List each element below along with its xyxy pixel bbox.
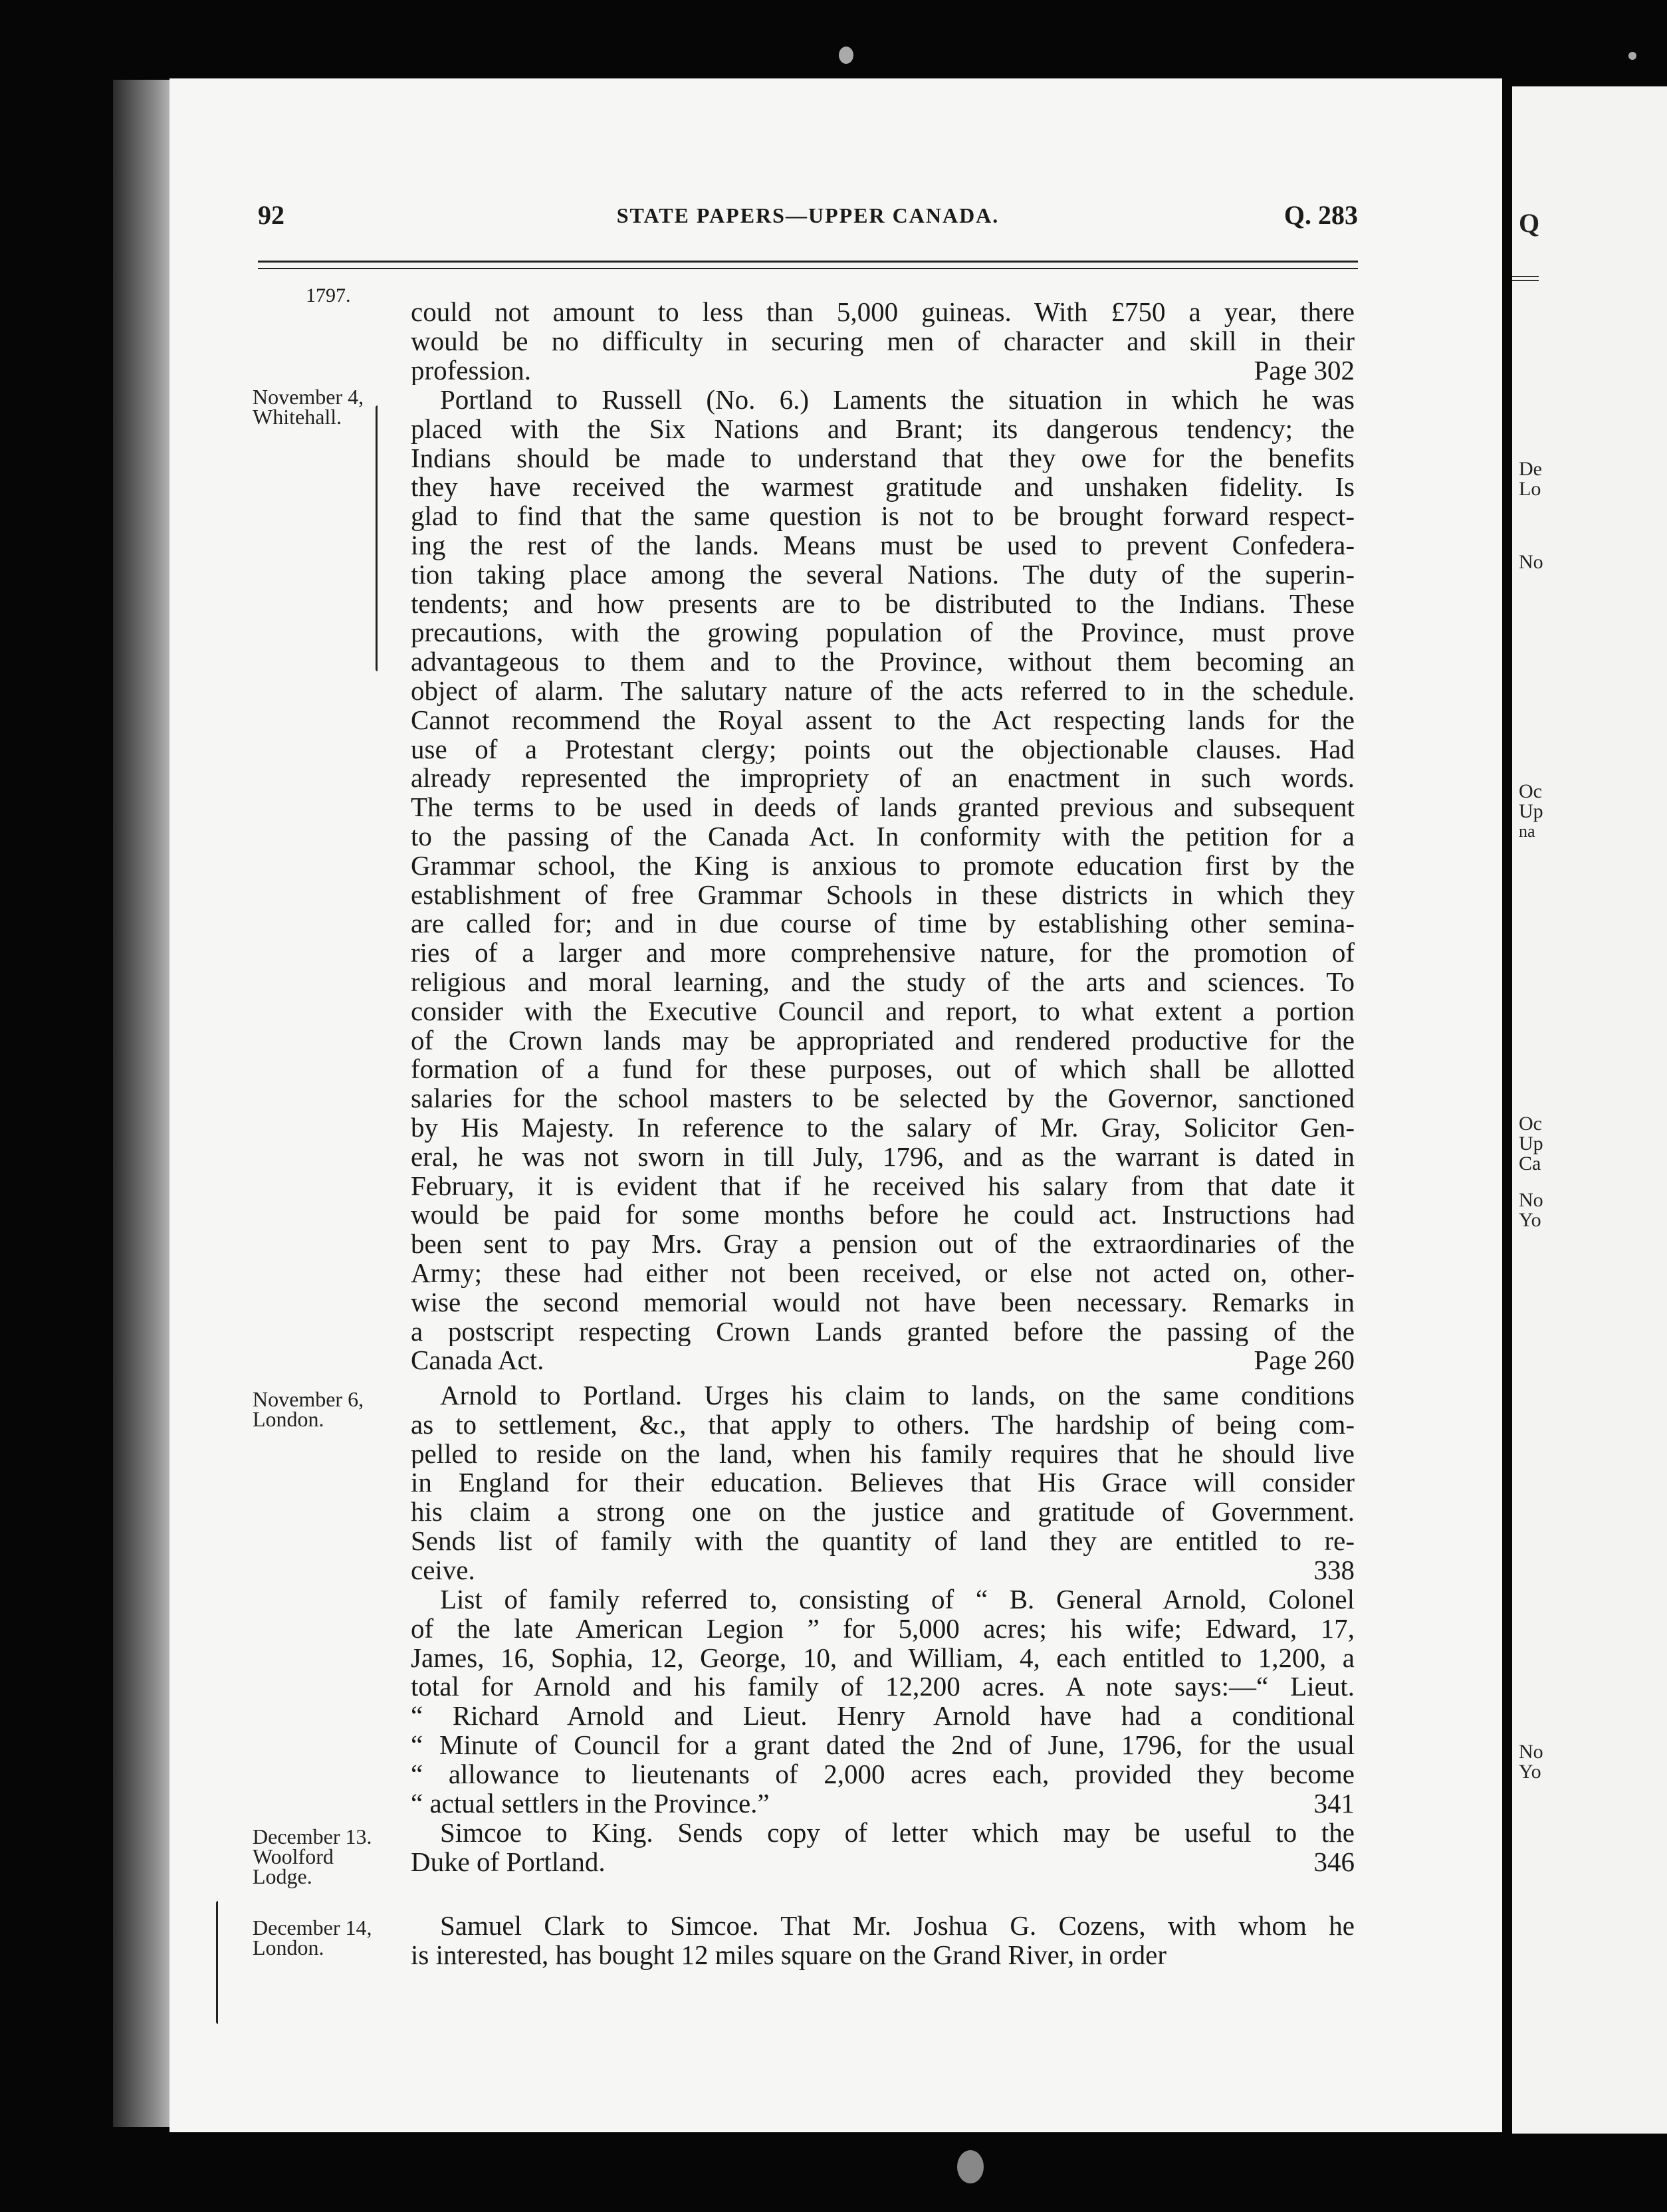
page-reference: Page 302 [1254,356,1355,386]
text-line: James, 16, Sophia, 12, George, 10, and William, 4, each entitled to 1,200, a [411,1643,1355,1673]
text-line: consider with the Executive Council and report, to what extent a portion [411,996,1355,1026]
next-page-fragment: Up [1519,1133,1543,1155]
margin-date-note [253,1918,392,1957]
text-line: by His Majesty. In reference to the salary of Mr. Gray, Solicitor Gen- [411,1113,1355,1143]
margin-place: London. [253,1936,324,1959]
text-line: religious and moral learning, and the study of the arts and sciences. To [411,967,1355,997]
page-reference: Page 260 [1254,1346,1355,1376]
text-line: salaries for the school masters to be selected by the Governor, sanctioned [411,1084,1355,1113]
text-line: his claim a strong one on the justice and gratitude of Government. [411,1497,1355,1527]
text-line: eral, he was not sworn in till July, 1796, and as the warrant is dated in [411,1142,1355,1172]
calendar-entry [411,1912,1355,1970]
text-line: glad to find that the same question is not to be brought forward respect- [411,502,1355,531]
next-page-fragment: Yo [1519,1209,1541,1231]
next-page-fragment: Lo [1519,478,1541,500]
text-line: Indians should be made to understand that they owe for the benefits [411,443,1355,473]
text-line: as to settlement, &c., that apply to others. The hardship of being com- [411,1410,1355,1440]
margin-date-note [253,387,392,427]
text-line: of the late American Legion ” for 5,000 acres; his wife; Edward, 17, [411,1614,1355,1644]
text-line: “ actual settlers in the Province.” 341 [411,1789,1355,1819]
text-line: The terms to be used in deeds of lands granted previous and subsequent [411,793,1355,822]
text-line: Portland to Russell (No. 6.) Laments the situation in which he was [440,386,1355,415]
text-line: placed with the Six Nations and Brant; its dangerous tendency; the [411,414,1355,444]
text-line: Arnold to Portland. Urges his claim to lands, on the same conditions [440,1381,1355,1410]
text-line: pelled to reside on the land, when his family requires that he should live [411,1439,1355,1469]
dust-speck [957,2150,984,2183]
margin-bracket [216,1901,218,2024]
page-number: 92 [258,200,284,230]
text-line: wise the second memorial would not have been necessary. Remarks in [411,1287,1355,1317]
margin-bracket [376,405,378,671]
next-page-fragment: Yo [1519,1761,1541,1783]
text-line: are called for; and in due course of time by establishing other semina- [411,909,1355,939]
text-line: profession. Page 302 [411,356,1355,386]
text-line: ries of a larger and more comprehensive nature, for the promotion of [411,939,1355,968]
next-page-fragment: De [1519,458,1542,480]
text-line: use of a Protestant clergy; points out the objectionable clauses. Had [411,734,1355,764]
text-line: establishment of free Grammar Schools in these districts in which they [411,880,1355,910]
margin-year: 1797. [306,284,351,306]
next-page-fragment: Up [1519,800,1543,822]
text-line: ceive. 338 [411,1555,1355,1585]
text-line: Simcoe to King. Sends copy of letter which may be useful to the [440,1819,1355,1848]
text-line: would be no difficulty in securing men of character and skill in their [411,326,1355,356]
text-line: in England for their education. Believes that His Grace will consider [411,1468,1355,1498]
text-line: “ allowance to lieutenants of 2,000 acres each, provided they become [411,1759,1355,1789]
text-line: Duke of Portland. 346 [411,1847,1355,1877]
page-reference: 338 [1313,1555,1355,1585]
text-line: List of family referred to, consisting of “ B. General Arnold, Colonel [440,1585,1355,1614]
text-line: is interested, has bought 12 miles square on the Grand River, in order [411,1940,1167,1970]
page-reference: 341 [1313,1789,1355,1819]
text-line: formation of a fund for these purposes, out of which shall be allotted [411,1055,1355,1085]
next-page-fragment: Oc [1519,780,1542,802]
text-line: to the passing of the Canada Act. In conformity with the petition for a [411,822,1355,851]
text-line: could not amount to less than 5,000 guineas. With £750 a year, there [411,298,1355,327]
margin-place: Woolford [253,1844,334,1868]
calendar-entry [411,386,1355,1375]
text-line: Cannot recommend the Royal assent to the Act respecting lands for the [411,705,1355,735]
text-line: “ Richard Arnold and Lieut. Henry Arnold have had a conditional [411,1702,1355,1731]
dust-speck [839,47,853,64]
header-rule [258,261,1358,269]
page-title: STATE PAPERS—UPPER CANADA. [616,203,1000,227]
next-page-fragment: Q [1519,208,1540,238]
text-line: February, it is evident that if he received his salary from that date it [411,1171,1355,1201]
text-line: ing the rest of the lands. Means must be used to prevent Confedera- [411,530,1355,560]
next-page-fragment: No [1519,1189,1543,1211]
margin-date: November 4, [253,385,364,409]
text-line: of the Crown lands may be appropriated and rendered productive for the [411,1026,1355,1055]
next-page-edge [1512,86,1667,2134]
next-page-fragment: No [1519,1741,1543,1763]
book-binding [113,80,173,2127]
text-line: advantageous to them and to the Province, without them becoming an [411,647,1355,677]
text-line: a postscript respecting Crown Lands granted before the passing of the [411,1317,1355,1347]
next-page-fragment: Oc [1519,1113,1542,1135]
text-line: precautions, with the growing population of the Province, must prove [411,618,1355,648]
text-line: Canada Act. Page 260 [411,1346,1355,1376]
next-page-fragment: Ca [1519,1153,1541,1174]
margin-date-note [253,1826,392,1886]
text-line: tendents; and how presents are to be distributed to the Indians. These [411,589,1355,619]
margin-place: Lodge. [253,1864,312,1888]
page-reference: 346 [1313,1847,1355,1877]
text-line: already represented the impropriety of an enactment in such words. [411,764,1355,794]
margin-place: Whitehall. [253,405,342,429]
calendar-entry [411,1819,1355,1877]
text-line: Sends list of family with the quantity of land they are entitled to re- [411,1526,1355,1556]
margin-date: November 6, [253,1387,364,1411]
text-line: been sent to pay Mrs. Gray a pension out of the extraordinaries of the [411,1230,1355,1259]
text-line: object of alarm. The salutary nature of the acts referred to in the schedule. [411,676,1355,706]
text-line: tion taking place among the several Nations. The duty of the superin- [411,560,1355,590]
margin-date-note [253,1389,392,1429]
text-line: total for Arnold and his family of 12,200 acres. A note says:—“ Lieut. [411,1672,1355,1702]
dust-speck [1628,52,1636,60]
calendar-entry [411,298,1355,385]
margin-place: London. [253,1407,324,1431]
text-line: “ Minute of Council for a grant dated the 2nd of June, 1796, for the usual [411,1730,1355,1760]
margin-date: December 14, [253,1916,372,1939]
calendar-entry [411,1381,1355,1585]
text-line: Grammar school, the King is anxious to promote education first by the [411,851,1355,881]
text-line: would be paid for some months before he could act. Instructions had [411,1200,1355,1230]
running-header [258,199,1358,233]
text-line: Army; these had either not been received, or else not acted on, other- [411,1258,1355,1288]
next-page-fragment: na [1519,822,1535,841]
text-line: they have received the warmest gratitude and unshaken fidelity. Is [411,473,1355,502]
margin-date: December 13. [253,1825,372,1848]
next-page-fragment: No [1519,551,1543,573]
volume-reference: Q. 283 [1283,200,1358,230]
next-page-rule [1512,276,1539,281]
text-line: Samuel Clark to Simcoe. That Mr. Joshua G. Cozens, with whom he [440,1912,1355,1941]
calendar-entry [411,1585,1355,1818]
